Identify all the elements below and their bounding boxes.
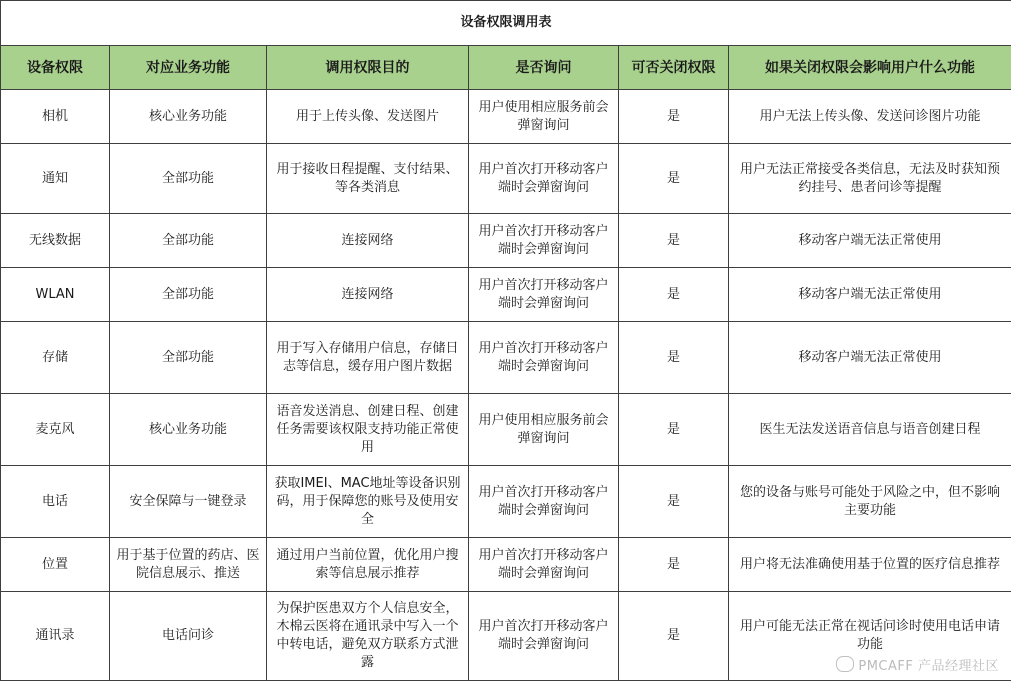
column-header-closable: 可否关闭权限: [619, 46, 729, 90]
table-row: [1, 322, 1011, 394]
table-row: [1, 268, 1011, 322]
cell-impact: 用户无法上传头像、发送问诊图片功能: [729, 90, 1011, 144]
cell-purpose: 用于写入存储用户信息，存储日志等信息，缓存用户图片数据: [267, 322, 469, 394]
header-row: [1, 46, 1011, 90]
cell-ask: 用户首次打开移动客户端时会弹窗询问: [469, 268, 619, 322]
cell-permission: 相机: [1, 90, 110, 144]
cell-ask: 用户首次打开移动客户端时会弹窗询问: [469, 322, 619, 394]
cell-permission: 无线数据: [1, 214, 110, 268]
wechat-icon: [836, 656, 854, 672]
table-row: [1, 90, 1011, 144]
cell-closable: 是: [619, 466, 729, 538]
pmcaff-watermark: [836, 655, 999, 674]
cell-purpose: 用于上传头像、发送图片: [267, 90, 469, 144]
cell-business: 全部功能: [110, 144, 267, 214]
cell-permission: 麦克风: [1, 394, 110, 466]
cell-permission: 位置: [1, 538, 110, 592]
cell-impact: 医生无法发送语音信息与语音创建日程: [729, 394, 1011, 466]
cell-closable: 是: [619, 538, 729, 592]
table-row: [1, 144, 1011, 214]
column-header-permission: 设备权限: [1, 46, 110, 90]
table-row: [1, 394, 1011, 466]
cell-impact: 移动客户端无法正常使用: [729, 268, 1011, 322]
cell-closable: 是: [619, 394, 729, 466]
cell-business: 全部功能: [110, 268, 267, 322]
cell-purpose: 连接网络: [267, 268, 469, 322]
cell-closable: 是: [619, 144, 729, 214]
cell-ask: 用户首次打开移动客户端时会弹窗询问: [469, 214, 619, 268]
column-header-ask: 是否询问: [469, 46, 619, 90]
column-header-impact: 如果关闭权限会影响用户什么功能: [729, 46, 1011, 90]
cell-impact: 用户将无法准确使用基于位置的医疗信息推荐: [729, 538, 1011, 592]
cell-ask: 用户首次打开移动客户端时会弹窗询问: [469, 538, 619, 592]
cell-permission: 通讯录: [1, 592, 110, 681]
cell-impact: 移动客户端无法正常使用: [729, 322, 1011, 394]
table-row: [1, 466, 1011, 538]
cell-closable: 是: [619, 268, 729, 322]
cell-closable: 是: [619, 214, 729, 268]
table-row: [1, 538, 1011, 592]
cell-closable: 是: [619, 322, 729, 394]
cell-impact: 用户无法正常接受各类信息，无法及时获知预约挂号、患者问诊等提醒: [729, 144, 1011, 214]
cell-business: 用于基于位置的药店、医院信息展示、推送: [110, 538, 267, 592]
cell-permission: WLAN: [1, 268, 110, 322]
cell-business: 核心业务功能: [110, 90, 267, 144]
column-header-business: 对应业务功能: [110, 46, 267, 90]
cell-business: 核心业务功能: [110, 394, 267, 466]
cell-business: 全部功能: [110, 322, 267, 394]
cell-business: 安全保障与一键登录: [110, 466, 267, 538]
cell-closable: 是: [619, 90, 729, 144]
cell-impact: 移动客户端无法正常使用: [729, 214, 1011, 268]
watermark-text: PMCAFF 产品经理社区: [858, 659, 999, 674]
column-header-purpose: 调用权限目的: [267, 46, 469, 90]
cell-business: 电话问诊: [110, 592, 267, 681]
cell-ask: 用户首次打开移动客户端时会弹窗询问: [469, 466, 619, 538]
cell-impact: 用户可能无法正常在视话问诊时使用电话申请功能: [729, 592, 1011, 681]
table-title: 设备权限调用表: [1, 1, 1011, 46]
cell-permission: 电话: [1, 466, 110, 538]
cell-purpose: 通过用户当前位置，优化用户搜索等信息展示推荐: [267, 538, 469, 592]
cell-purpose: 语音发送消息、创建日程、创建任务需要该权限支持功能正常使用: [267, 394, 469, 466]
cell-purpose: 为保护医患双方个人信息安全，木棉云医将在通讯录中写入一个中转电话，避免双方联系方式泄露: [267, 592, 469, 681]
cell-ask: 用户首次打开移动客户端时会弹窗询问: [469, 592, 619, 681]
cell-permission: 存储: [1, 322, 110, 394]
cell-purpose: 连接网络: [267, 214, 469, 268]
cell-closable: 是: [619, 592, 729, 681]
cell-permission: 通知: [1, 144, 110, 214]
cell-business: 全部功能: [110, 214, 267, 268]
cell-purpose: 获取IMEI、MAC地址等设备识别码，用于保障您的账号及使用安全: [267, 466, 469, 538]
cell-ask: 用户首次打开移动客户端时会弹窗询问: [469, 144, 619, 214]
cell-purpose: 用于接收日程提醒、支付结果、等各类消息: [267, 144, 469, 214]
cell-ask: 用户使用相应服务前会弹窗询问: [469, 90, 619, 144]
cell-ask: 用户使用相应服务前会弹窗询问: [469, 394, 619, 466]
table-row: [1, 214, 1011, 268]
cell-impact: 您的设备与账号可能处于风险之中，但不影响主要功能: [729, 466, 1011, 538]
